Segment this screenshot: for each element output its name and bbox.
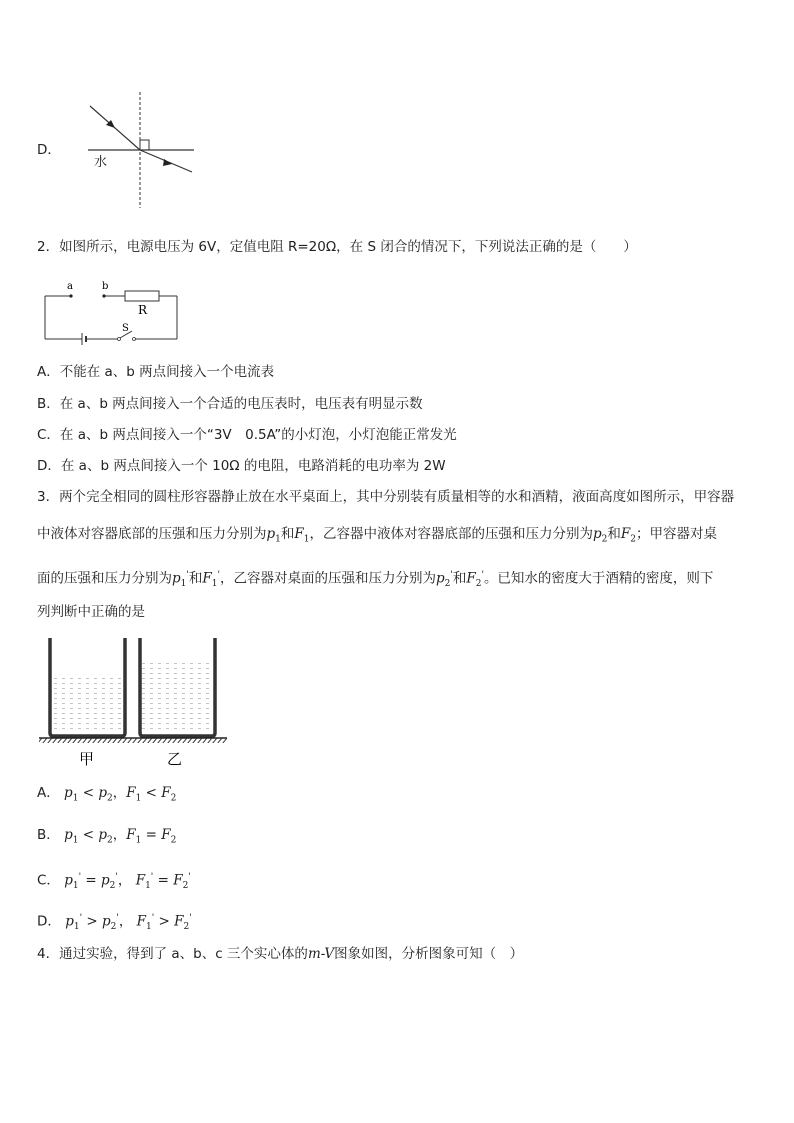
q2-stem: 2．如图所示，电源电压为 6V，定值电阻 R=20Ω，在 S 闭合的情况下，下列说法正确的是（ ） xyxy=(37,239,637,255)
label-jia: 甲 xyxy=(79,750,95,768)
containers-diagram xyxy=(37,636,232,771)
q1-option-d-label: D． xyxy=(37,142,61,158)
q2-option-c: C．在 a、b 两点间接入一个“3V 0.5A”的小灯泡，小灯泡能正常发光 xyxy=(37,427,457,443)
alcohol-liquid xyxy=(142,662,213,732)
circuit-diagram xyxy=(40,278,185,344)
label-yi: 乙 xyxy=(167,750,183,768)
resistor-label: R xyxy=(138,303,148,317)
terminal-a xyxy=(69,294,72,297)
q3-stem-line1: 3．两个完全相同的圆柱形容器静止放在水平桌面上，其中分别装有质量相等的水和酒精，液面高度如图所示，甲容器 xyxy=(37,489,735,505)
terminal-b xyxy=(102,294,105,297)
q2-option-a: A．不能在 a、b 两点间接入一个电流表 xyxy=(37,364,275,380)
q3-stem-line4: 列判断中正确的是 xyxy=(37,604,145,620)
point-a-label: a xyxy=(67,281,73,292)
q4-stem: 4．通过实验，得到了 a、b、c 三个实心体的m-V图象如图，分析图象可知（ ） xyxy=(37,946,524,962)
table-hatch xyxy=(39,738,227,743)
q2-option-b: B．在 a、b 两点间接入一个合适的电压表时，电压表有明显示数 xyxy=(37,396,423,412)
q3-option-b: B． $p_1 < p_2$，$F_1 = F_2$ xyxy=(37,827,177,846)
q3-option-a: A． $p_1 < p_2$，$F_1 < F_2$ xyxy=(37,785,177,804)
water-label: 水 xyxy=(94,155,108,170)
q3-option-d: D． $p_1' > p_2'$， $F_1' > F_2'$ xyxy=(37,913,192,933)
water-liquid xyxy=(52,676,123,732)
switch-label: S xyxy=(122,323,129,334)
right-angle-mark xyxy=(140,140,149,150)
q2-option-d: D．在 a、b 两点间接入一个 10Ω 的电阻，电路消耗的电功率为 2W xyxy=(37,458,446,474)
q3-option-c: C． $p_1' = p_2'$， $F_1' = F_2'$ xyxy=(37,872,191,892)
point-b-label: b xyxy=(102,281,109,292)
q3-stem-line3: 面的压强和压力分别为$p_1'$和$F_1'$，乙容器对桌面的压强和压力分别为$p_2'$和$F_2'$。已知水的密度大于酒精的密度，则下 xyxy=(37,570,714,590)
q3-stem-line2: 中液体对容器底部的压强和压力分别为$p_1$和$F_1$，乙容器中液体对容器底部的压强和压力分别为$p_2$和$F_2$；甲容器对桌 xyxy=(37,526,717,545)
resistor-r xyxy=(125,291,159,301)
